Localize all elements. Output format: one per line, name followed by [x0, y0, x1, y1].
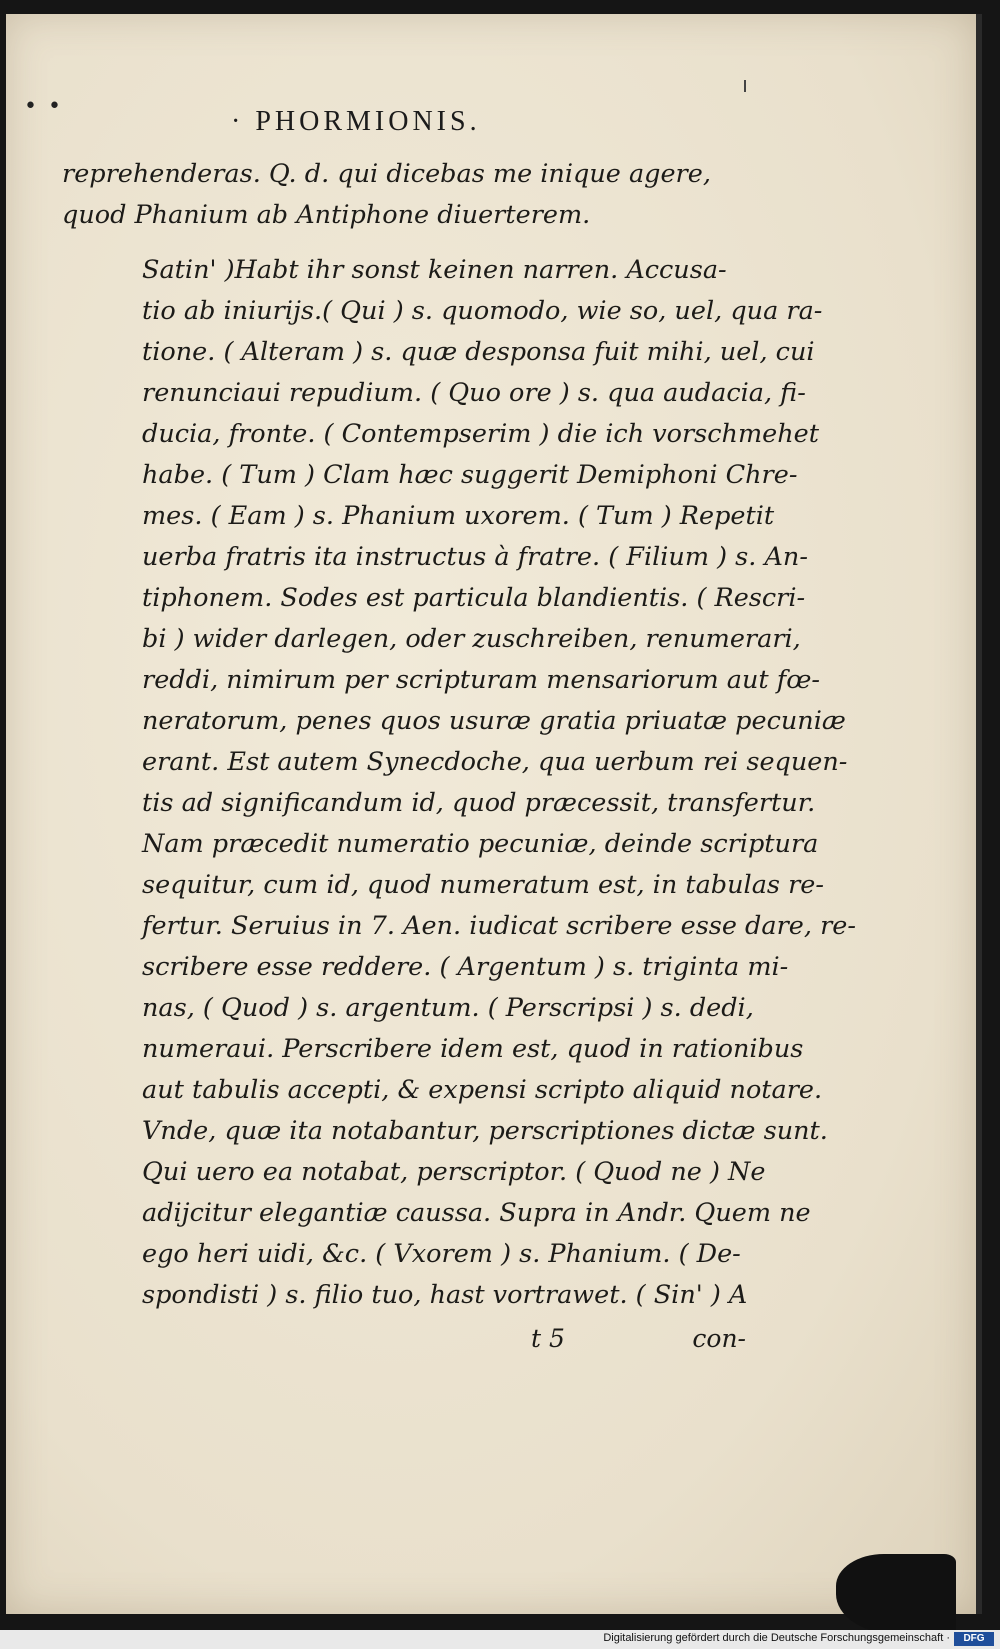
text-line: spondisti ) s. filio tuo, hast vortrawet. ( Sin' ) A	[142, 1280, 748, 1310]
text-line: sequitur, cum id, quod numeratum est, in tabulas re-	[142, 870, 824, 900]
text-line: Nam præcedit numeratio pecuniæ, deinde scriptura	[142, 829, 819, 859]
text-line: bi ) wider darlegen, oder zuschreiben, renumerari,	[142, 624, 801, 654]
text-line: tis ad significandum id, quod præcessit, transfertur.	[142, 788, 816, 818]
running-head: · PHORMIONIS.	[231, 106, 481, 137]
text-line: quod Phanium ab Antiphone diuerterem.	[62, 200, 591, 230]
commentary-paragraph	[62, 250, 856, 1316]
signature-mark: t 5	[531, 1324, 565, 1353]
text-line: habe. ( Tum ) Clam hæc suggerit Demiphoni Chre-	[142, 460, 798, 490]
text-line: tiphonem. Sodes est particula blandientis. ( Rescri-	[142, 583, 806, 613]
text-line: reddi, nimirum per scripturam mensariorum aut fœ-	[142, 665, 821, 695]
text-line: fertur. Seruius in 7. Aen. iudicat scribere esse dare, re-	[142, 911, 856, 941]
text-line: ego heri uidi, &c. ( Vxorem ) s. Phanium. ( De-	[142, 1239, 741, 1269]
text-line: renunciaui repudium. ( Quo ore ) s. qua audacia, fi-	[142, 378, 806, 408]
text-line: erant. Est autem Synecdoche, qua uerbum rei sequen-	[142, 747, 848, 777]
text-line: adijcitur elegantiæ caussa. Supra in Andr. Quem ne	[142, 1198, 811, 1228]
page-stain	[836, 1554, 956, 1634]
text-line: nas, ( Quod ) s. argentum. ( Perscripsi ) s. dedi,	[142, 993, 754, 1023]
text-line: tio ab iniurijs.( Qui ) s. quomodo, wie so, uel, qua ra-	[142, 296, 823, 326]
text-line: scribere esse reddere. ( Argentum ) s. triginta mi-	[142, 952, 789, 982]
text-line: aut tabulis accepti, & expensi scripto aliquid notare.	[142, 1075, 823, 1105]
opening-lines	[62, 154, 734, 236]
digitization-footer	[0, 1630, 1000, 1649]
body-text	[62, 154, 856, 1316]
book-page	[6, 14, 982, 1614]
text-line: numeraui. Perscribere idem est, quod in rationibus	[142, 1034, 804, 1064]
text-line: neratorum, penes quos usuræ gratia priuatæ pecuniæ	[142, 706, 846, 736]
page-mark	[744, 80, 746, 92]
dfg-logo: DFG	[954, 1632, 994, 1646]
text-line: Vnde, quæ ita notabantur, perscriptiones dictæ sunt.	[142, 1116, 828, 1146]
marginal-dots: • •	[24, 94, 63, 119]
text-line: uerba fratris ita instructus à fratre. ( Filium ) s. An-	[142, 542, 808, 572]
text-line: mes. ( Eam ) s. Phanium uxorem. ( Tum ) Repetit	[142, 501, 775, 531]
text-line: Qui uero ea notabat, perscriptor. ( Quod ne ) Ne	[142, 1157, 766, 1187]
text-line: tione. ( Alteram ) s. quæ desponsa fuit mihi, uel, cui	[142, 337, 815, 367]
catchword: con-	[692, 1324, 746, 1353]
text-line: ducia, fronte. ( Contempserim ) die ich vorschmehet	[142, 419, 820, 449]
funding-note: Digitalisierung gefördert durch die Deutsche Forschungsgemeinschaft ·	[603, 1632, 950, 1644]
text-line: reprehenderas. Q. d. qui dicebas me inique agere,	[62, 159, 711, 189]
text-line: Satin' )Habt ihr sonst keinen narren. Accusa-	[142, 255, 727, 285]
